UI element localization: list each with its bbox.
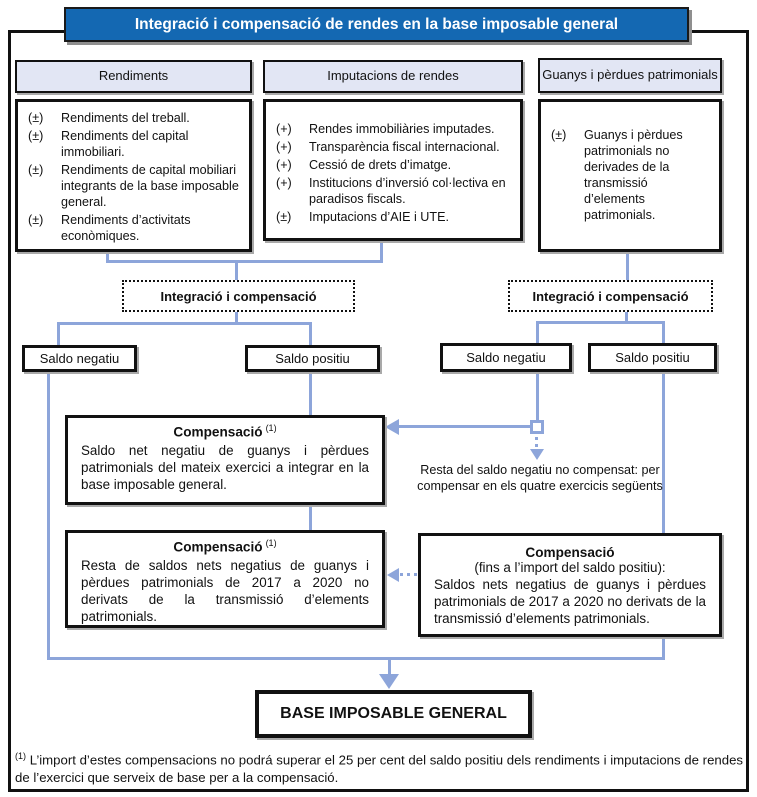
sign-label: (+) [276,139,292,154]
connector-into-integration-right [626,251,629,280]
list-item [551,128,711,224]
item-text: Imputacions d’AIE i UTE. [309,209,449,224]
compensation-body: Saldo net negatiu de guanys i pèrdues patrimonials del mateix exercici a integrar en la base imposable general. [81,442,369,492]
arrow-down-icon [379,674,399,689]
saldo-label: Saldo positiu [615,350,690,365]
column-header-guanys [538,58,722,93]
list-item [276,158,512,174]
connector-saldo-negatiu-left-down [47,371,50,660]
integration-box-right [508,280,713,312]
list-item [276,122,512,138]
compensation-body: Saldos nets negatius de guanys i pèrdues patrimonials de 2017 a 2020 no derivats de la transmissió d’elements patrimonials. [434,577,706,627]
integration-label: Integració i compensació [532,288,689,304]
compensation-title-text: Compensació [173,424,263,440]
connector-to-saldo-negatiu-right [536,321,539,343]
connector-comp1-to-comp2 [309,504,312,530]
list-item [28,129,241,161]
sign-label: (±) [28,128,44,143]
item-text: Rendiments d’activitats econòmiques. [61,212,191,243]
integration-box-left [122,280,355,312]
item-text: Transparència fiscal internacional. [309,139,500,154]
connector-saldo-positiu-right-down [662,371,665,533]
connector-dotted-square-down [535,437,538,447]
item-text: Rendiments del capital immobiliari. [61,128,189,159]
base-imposable-general-box [255,690,532,738]
arrow-left-icon [387,568,399,582]
saldo-negatiu-right-box [440,343,572,372]
list-item [276,176,512,208]
footnote [15,750,743,787]
sign-label: (±) [551,128,567,143]
compensation-title-text: Compensació [525,545,615,560]
connector-bottom-bar [47,657,665,660]
sign-label: (+) [276,157,292,172]
connector-split-bar-right [536,321,665,324]
compensation-box-2 [65,530,385,628]
footnote-marker: (1) [265,423,277,433]
connector-to-saldo-positiu-left [309,322,312,345]
column-header-label: Imputacions de rendes [327,68,459,84]
compensation-title [81,423,369,440]
remainder-note: Resta del saldo negatiu no compensat: per compensar en els quatre exercicis següents [417,463,663,494]
item-text: Guanys i pèrdues patrimonials no derivades de la transmissió d’elements patrimonials. [584,128,683,222]
sign-label: (+) [276,122,292,136]
saldo-positiu-right-box [588,343,717,372]
diagram-title-bar [64,7,689,42]
connector-imputacions-drop [380,240,383,262]
column-header-rendiments [15,60,252,93]
compensation-body: Resta de saldos nets negatius de guanys i pèrdues patrimonials de 2017 a 2020 no derivats de la transmissió d’elements patrimonials. [81,557,369,624]
sign-label: (±) [276,209,292,224]
sign-label: (±) [28,111,44,125]
compensation-subtitle: (fins a l’import del saldo positiu): [474,560,666,575]
saldo-negatiu-left-box [22,345,137,372]
connector-merge-left [106,260,383,263]
item-text: Cessió de drets d’imatge. [309,157,452,172]
connector-square-to-comp1 [398,425,530,428]
list-item [28,213,241,245]
guanys-list-box [538,99,722,252]
sign-label: (±) [28,162,44,177]
item-text: Rendiments del treball. [61,111,190,125]
sign-label: (±) [28,212,44,227]
saldo-label: Saldo negatiu [466,350,546,365]
arrow-left-icon [385,419,399,435]
connector-split-bar-left [57,322,312,325]
list-item [276,140,512,156]
column-header-imputacions [263,60,523,93]
item-text: Rendes immobiliàries imputades. [309,122,495,136]
integration-label: Integració i compensació [160,288,317,304]
connector-to-saldo-negatiu-left [57,322,60,345]
item-text: Rendiments de capital mobiliari integrants de la base imposable general. [61,162,239,209]
footnote-text: L’import d’estes compensacions no podrá superar el 25 per cent del saldo positiu dels rendiments i imputacions de rendes de l’exercici que serveix de base per a la compensació. [15,752,744,786]
imputacions-list-box [263,99,523,241]
saldo-positiu-left-box [245,345,380,372]
item-text: Institucions d’inversió col·lectiva en paradisos fiscals. [309,175,506,206]
rendiments-list-box [15,99,252,252]
column-header-label: Rendiments [98,68,169,84]
connector-to-saldo-positiu-right [662,321,665,343]
footnote-marker: (1) [265,538,277,548]
connector-dotted-comp3-to-comp2 [400,573,417,576]
connector-into-integration-left [235,262,238,280]
list-item [28,163,241,211]
compensation-title [434,545,706,560]
base-box-label: BASE IMPOSABLE GENERAL [280,705,507,722]
list-item [276,210,512,226]
arrow-down-icon [530,449,544,460]
saldo-label: Saldo positiu [275,351,350,366]
footnote-marker: (1) [15,751,26,761]
list-item [28,111,241,127]
compensation-box-1 [65,415,385,505]
column-header-label: Guanys i pèrdues patrimonials [542,67,718,83]
flow-square-node [530,420,544,434]
diagram-title: Integració i compensació de rendes en la base imposable general [134,15,619,33]
sign-label: (+) [276,175,292,190]
compensation-title-text: Compensació [173,539,263,555]
saldo-label: Saldo negatiu [39,351,120,366]
compensation-title [81,538,369,555]
compensation-box-3 [418,533,722,637]
connector-saldo-positiu-left-down [309,371,312,415]
connector-saldo-negatiu-right-down [536,371,539,420]
